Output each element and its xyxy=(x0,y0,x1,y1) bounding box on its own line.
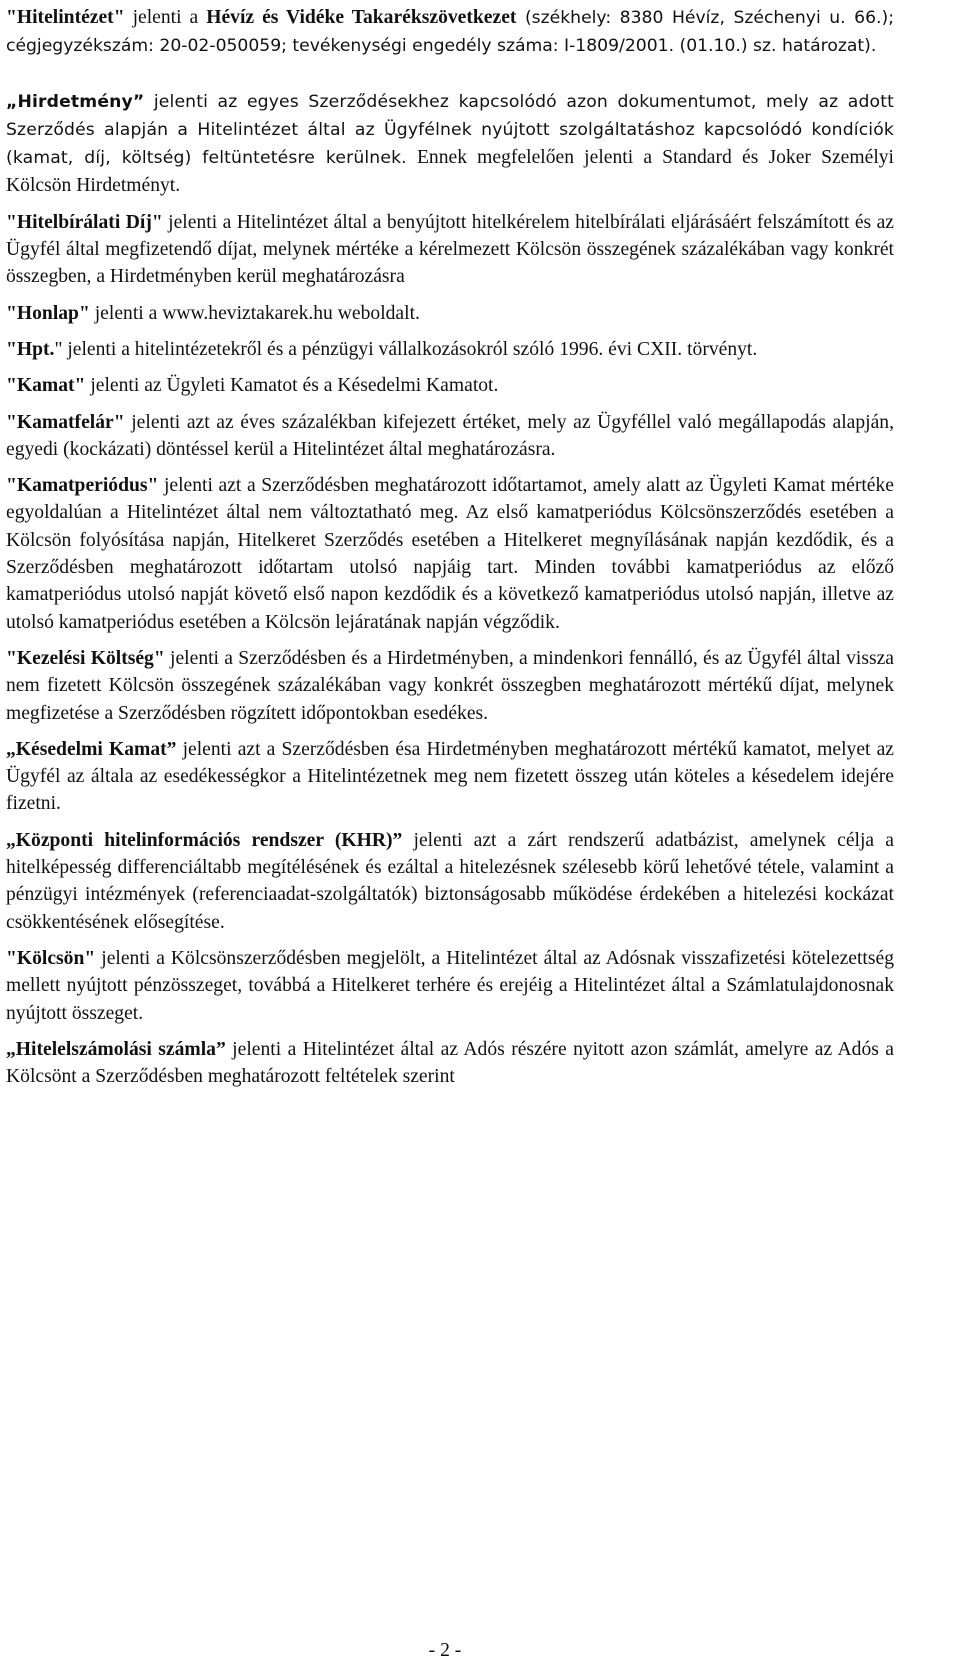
bank-name: Hévíz és Vidéke Takarékszövetkezet xyxy=(206,7,517,28)
term-label: „Hitelelszámolási számla” xyxy=(6,1038,226,1060)
definition-text: " jelenti a hitelintézetekről és a pénzügyi vállalkozásokról szóló 1996. évi CXII. törvényt. xyxy=(54,338,758,360)
definitions-text xyxy=(6,4,894,1090)
definition-text: jelenti a Kölcsönszerződésben megjelölt, a Hitelintézet által az Adósnak visszafizetési kötelezettség mellett nyújtott pénzösszeget, továbbá a Hitelkeret terhére és erejéig a Hitelintézet által a Számlatulajdonosnak nyújtott összeget. xyxy=(6,947,894,1024)
term-label: "Kamatfelár" xyxy=(6,411,125,433)
term-label: „Késedelmi Kamat” xyxy=(6,738,177,760)
definition-kamatperiodus xyxy=(6,472,894,636)
definition-text: jelenti azt a zárt rendszerű adatbázist, amelynek célja a hitelképesség differenciáltabb megítélésének és ezáltal a hitelezésnek szélesebb körű lehetővé tétele, valamint a pénzügyi intézmények (referenciaadat-szolgáltatók) biztonságosabb működése érdekében a hitelezési kockázat csökkentésének elősegítése. xyxy=(6,829,894,933)
term-label: "Hitelintézet" xyxy=(6,7,125,28)
definition-hitelbiralati-dij xyxy=(6,209,894,291)
definition-text: (székhely: 8380 Hévíz, Széchenyi u. 66.); cégjegyzékszám: 20-02-050059; tevékenységi engedély száma: I-1809/2001. (01.10.) sz. határozat). xyxy=(6,8,895,57)
definition-hitelintezet xyxy=(6,4,894,61)
definition-text: jelenti azt az éves százalékban kifejezett értéket, mely az Ügyféllel való megállapodás alapján, egyedi (kockázati) döntéssel kerül a Hitelintézet által meghatározásra. xyxy=(6,411,894,460)
term-label: "Kölcsön" xyxy=(6,947,96,969)
definition-kezelesi-koltseg xyxy=(6,645,894,727)
definition-text: jelenti a Hitelintézet által az Adós részére nyitott azon számlát, amelyre az Adós a Kölcsönt a Szerződésben meghatározott feltételek szerint xyxy=(6,1038,894,1088)
definition-text: jelenti a www.heviztakarek.hu weboldalt. xyxy=(89,302,420,324)
definition-text: jelenti azt a Szerződésben ésa Hirdetményben meghatározott mértékű kamatot, melyet az Ügyfél az általa az esedékességkor a Hitelintézetnek meg nem fizetett összeg után köteles a késedelem idejére fizetni. xyxy=(6,738,894,815)
definition-text: jelenti azt a Szerződésben meghatározott időtartamot, amely alatt az Ügyleti Kamat mértéke egyoldalúan a Hitelintézet által nem változtatható meg. Az első kamatperiódus Kölcsönszerződés esetében a Kölcsön folyósítása napján, Hitelkeret Szerződés esetében a Hitelkeret megnyílásának napján kezdődik, és a Szerződésben meghatározott időtartam utolsó napjáig tart. Minden további kamatperiódus az előző kamatperiódus utolsó napját követő első napon kezdődik és a következő kamatperiódus utolsó napján, illetve az utolsó kamatperiódus esetében a Kölcsön lejáratának napján végződik. xyxy=(6,475,894,633)
term-label: „Központi hitelinformációs rendszer (KHR)” xyxy=(6,829,403,851)
definition-hpt xyxy=(6,336,894,363)
definition-kamat xyxy=(6,372,894,399)
term-label: "Kamat" xyxy=(6,375,86,397)
term-label: „Hirdetmény” xyxy=(6,91,145,112)
definition-text: Ennek megfelelően jelenti a Standard és Joker Személyi Kölcsön Hirdetményt. xyxy=(6,147,895,197)
definition-kesedelmi-kamat xyxy=(6,736,894,818)
term-label: "Hpt. xyxy=(6,338,55,360)
term-label: "Honlap" xyxy=(6,302,90,324)
definition-kamatfelar xyxy=(6,409,894,464)
definition-kolcson xyxy=(6,945,894,1027)
term-label: "Kezelési Költség" xyxy=(6,647,165,669)
page-number: - 2 - xyxy=(428,1640,462,1661)
definition-hirdetmeny xyxy=(6,88,894,200)
definition-khr xyxy=(6,827,894,936)
definition-text: jelenti a xyxy=(124,7,207,28)
definition-text: jelenti a Hitelintézet által a benyújtott hitelkérelem hitelbírálati eljárásáért felszámított és az Ügyfél által megfizetendő díjat, melynek mértéke a kérelmezett Kölcsön összegének százalékában vagy konkrét összegben, a Hirdetményben kerül meghatározásra xyxy=(6,211,894,288)
definition-text: jelenti az egyes Szerződésekhez kapcsolódó azon dokumentumot, mely az adott Szerződés alapján a Hitelintézet által az Ügyfélnek nyújtott szolgáltatáshoz kapcsolódó kondíciók (kamat, díj, költség) feltüntetésre kerülnek. xyxy=(6,91,894,169)
definition-text: jelenti a Szerződésben és a Hirdetményben, a mindenkori fennálló, és az Ügyfél által vissza nem fizetett Kölcsön összegének százalékában vagy konkrét összegben meghatározott mértékű díjat, melynek megfizetése a Szerződésben rögzített időpontokban esedékes. xyxy=(6,647,894,724)
term-label: "Kamatperiódus" xyxy=(6,475,159,497)
term-label: "Hitelbírálati Díj" xyxy=(6,211,163,233)
definition-honlap xyxy=(6,300,894,327)
definition-text: jelenti az Ügyleti Kamatot és a Késedelmi Kamatot. xyxy=(85,375,499,397)
definition-hitelelszamolasi-szamla xyxy=(6,1036,894,1091)
